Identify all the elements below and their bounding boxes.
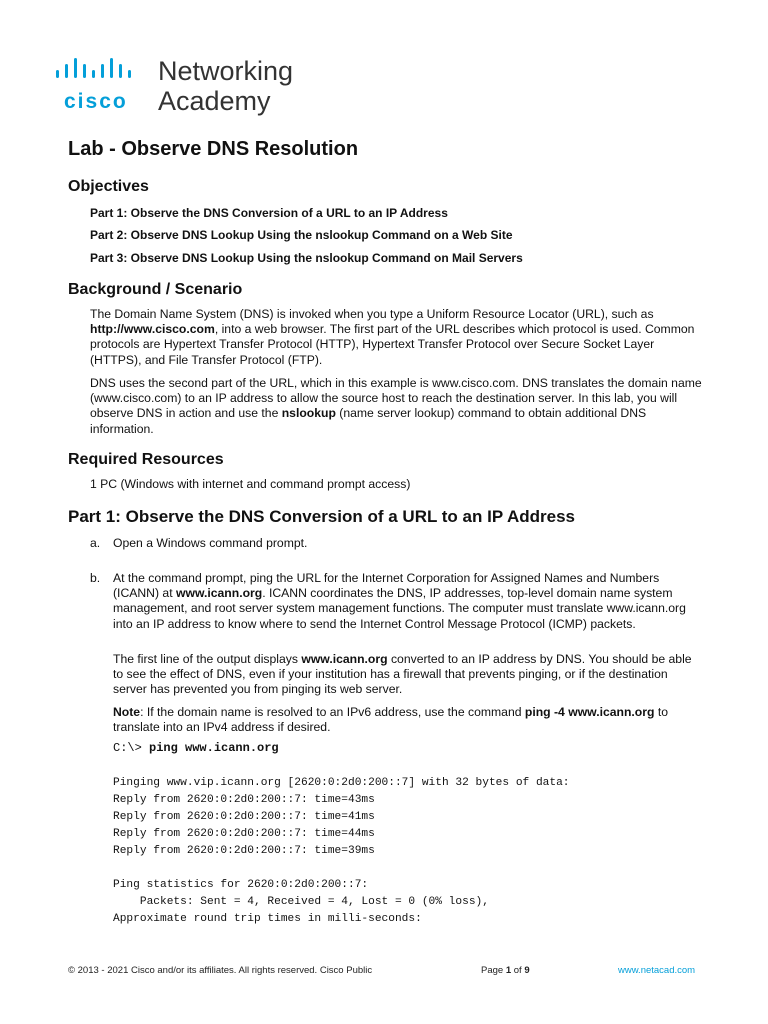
objective-part-3: Part 3: Observe DNS Lookup Using the nslookup Command on Mail Servers [90, 251, 523, 265]
objectives-heading: Objectives [68, 178, 149, 195]
note-paragraph: Note: If the domain name is resolved to an IPv6 address, use the command ping -4 www.icann.org to translate into an IPv4 address if desired. [113, 705, 669, 735]
resources-heading: Required Resources [68, 451, 224, 468]
command-line: C:\> ping www.icann.org [113, 741, 279, 755]
output-line: Approximate round trip times in milli-seconds: [113, 913, 422, 925]
background-heading: Background / Scenario [68, 281, 243, 298]
page-title: Lab - Observe DNS Resolution [68, 138, 359, 160]
icann-url: www.icann.org [175, 586, 263, 601]
step-a-text: Open a Windows command prompt. [113, 536, 308, 550]
step-b-letter: b. [90, 571, 101, 585]
nslookup-term: nslookup [281, 406, 336, 421]
resources-item: 1 PC (Windows with internet and command prompt access) [90, 477, 411, 491]
output-line: Packets: Sent = 4, Received = 4, Lost = 0 (0% loss), [113, 896, 489, 908]
step-a-letter: a. [90, 536, 101, 550]
output-line: Reply from 2620:0:2d0:200::7: time=43ms [113, 794, 375, 806]
background-paragraph-2: DNS uses the second part of the URL, which in this example is www.cisco.com. DNS translates the domain name (www.cisco.com) to an IP address to allow the source host to reach the destination server. In this lab, you will observe DNS in action and use the nslookup (name server lookup) command to obtain additional DNS information. [90, 376, 702, 436]
cisco-url: http://www.cisco.com [90, 322, 215, 337]
ping-command: ping www.icann.org [149, 741, 279, 755]
output-line: Pinging www.vip.icann.org [2620:0:2d0:200::7] with 32 bytes of data: [113, 777, 570, 789]
part1-heading: Part 1: Observe the DNS Conversion of a URL to an IP Address [68, 507, 575, 526]
output-line [113, 860, 570, 877]
output-line: Ping statistics for 2620:0:2d0:200::7: [113, 879, 369, 891]
objective-part-2: Part 2: Observe DNS Lookup Using the nslookup Command on a Web Site [90, 228, 513, 242]
output-line: Reply from 2620:0:2d0:200::7: time=39ms [113, 845, 375, 857]
output-line: Reply from 2620:0:2d0:200::7: time=44ms [113, 828, 375, 840]
logo-line-networking: Networking [158, 56, 294, 86]
note-label: Note [113, 705, 141, 719]
cisco-wordmark: cisco [64, 90, 128, 113]
footer-page-number: Page 1 of 9 [481, 965, 530, 976]
objective-part-1: Part 1: Observe the DNS Conversion of a URL to an IP Address [90, 206, 448, 220]
cisco-networking-academy-logo [52, 56, 312, 118]
footer-netacad-link[interactable]: www.netacad.com [618, 965, 696, 976]
output-explanation: The first line of the output displays www.icann.org converted to an IP address by DNS. You should be able to see the effect of DNS, even if your institution has a firewall that prevents pinging, or if the destination server has prevented you from pinging its web server. [113, 652, 692, 697]
output-line: Reply from 2620:0:2d0:200::7: time=41ms [113, 811, 375, 823]
logo-line-academy: Academy [158, 86, 271, 116]
footer-copyright: © 2013 - 2021 Cisco and/or its affiliates. All rights reserved. Cisco Public [68, 965, 373, 976]
ping-ipv4-command: ping -4 www.icann.org [524, 705, 655, 719]
background-paragraph-1: The Domain Name System (DNS) is invoked when you type a Uniform Resource Locator (URL), such as http://www.cisco.com, into a web browser. The first part of the URL describes which protocol is used. Common protocols are Hypertext Transfer Protocol (HTTP), Hypertext Transfer Protocol over Secure Socket Layer (HTTPS), and File Transfer Protocol (FTP). [90, 307, 695, 367]
ping-output [113, 775, 570, 928]
step-b-text: At the command prompt, ping the URL for the Internet Corporation for Assigned Names and Numbers (ICANN) at www.icann.org. ICANN coordinates the DNS, IP addresses, top-level domain name system management, and root server system management functions. The computer must translate www.icann.org into an IP address to know where to send the Internet Control Message Protocol (ICMP) packets. [113, 571, 686, 631]
